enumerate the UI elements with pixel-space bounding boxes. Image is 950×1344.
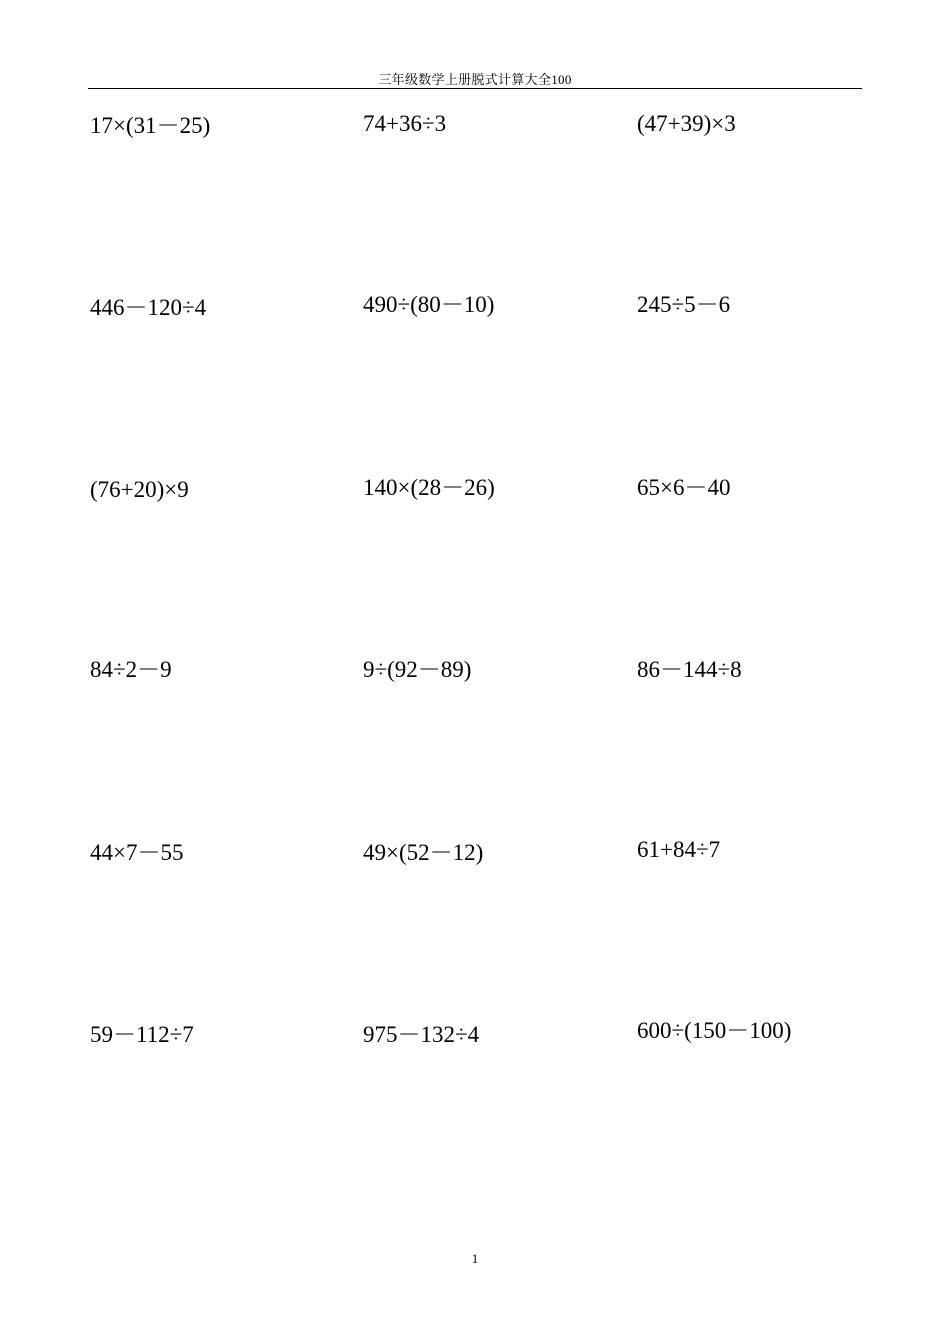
problem-r2-c2: 490÷(80－10) [363,292,495,317]
problem-r6-c2: 975－132÷4 [363,1022,480,1047]
problem-r2-c3: 245÷5－6 [637,292,731,317]
problem-r3-c3: 65×6－40 [637,475,731,500]
problem-r4-c2: 9÷(92－89) [363,657,472,682]
page-number: 1 [471,1251,479,1266]
problem-r5-c3: 61+84÷7 [637,837,721,862]
problem-r6-c3: 600÷(150－100) [637,1018,792,1043]
problem-r4-c3: 86－144÷8 [637,657,742,682]
problem-r1-c1: 17×(31－25) [90,113,211,138]
header-divider [88,88,862,89]
problem-r6-c1: 59－112÷7 [90,1022,194,1047]
page-header-title: 三年级数学上册脱式计算大全100 [378,72,572,87]
problem-r3-c2: 140×(28－26) [363,475,495,500]
problem-r3-c1: (76+20)×9 [90,477,189,502]
problem-r1-c2: 74+36÷3 [363,111,447,136]
problem-r1-c3: (47+39)×3 [637,111,736,136]
problem-r4-c1: 84÷2－9 [90,657,172,682]
problem-r5-c2: 49×(52－12) [363,840,484,865]
problem-r2-c1: 446－120÷4 [90,295,207,320]
problem-r5-c1: 44×7－55 [90,840,184,865]
